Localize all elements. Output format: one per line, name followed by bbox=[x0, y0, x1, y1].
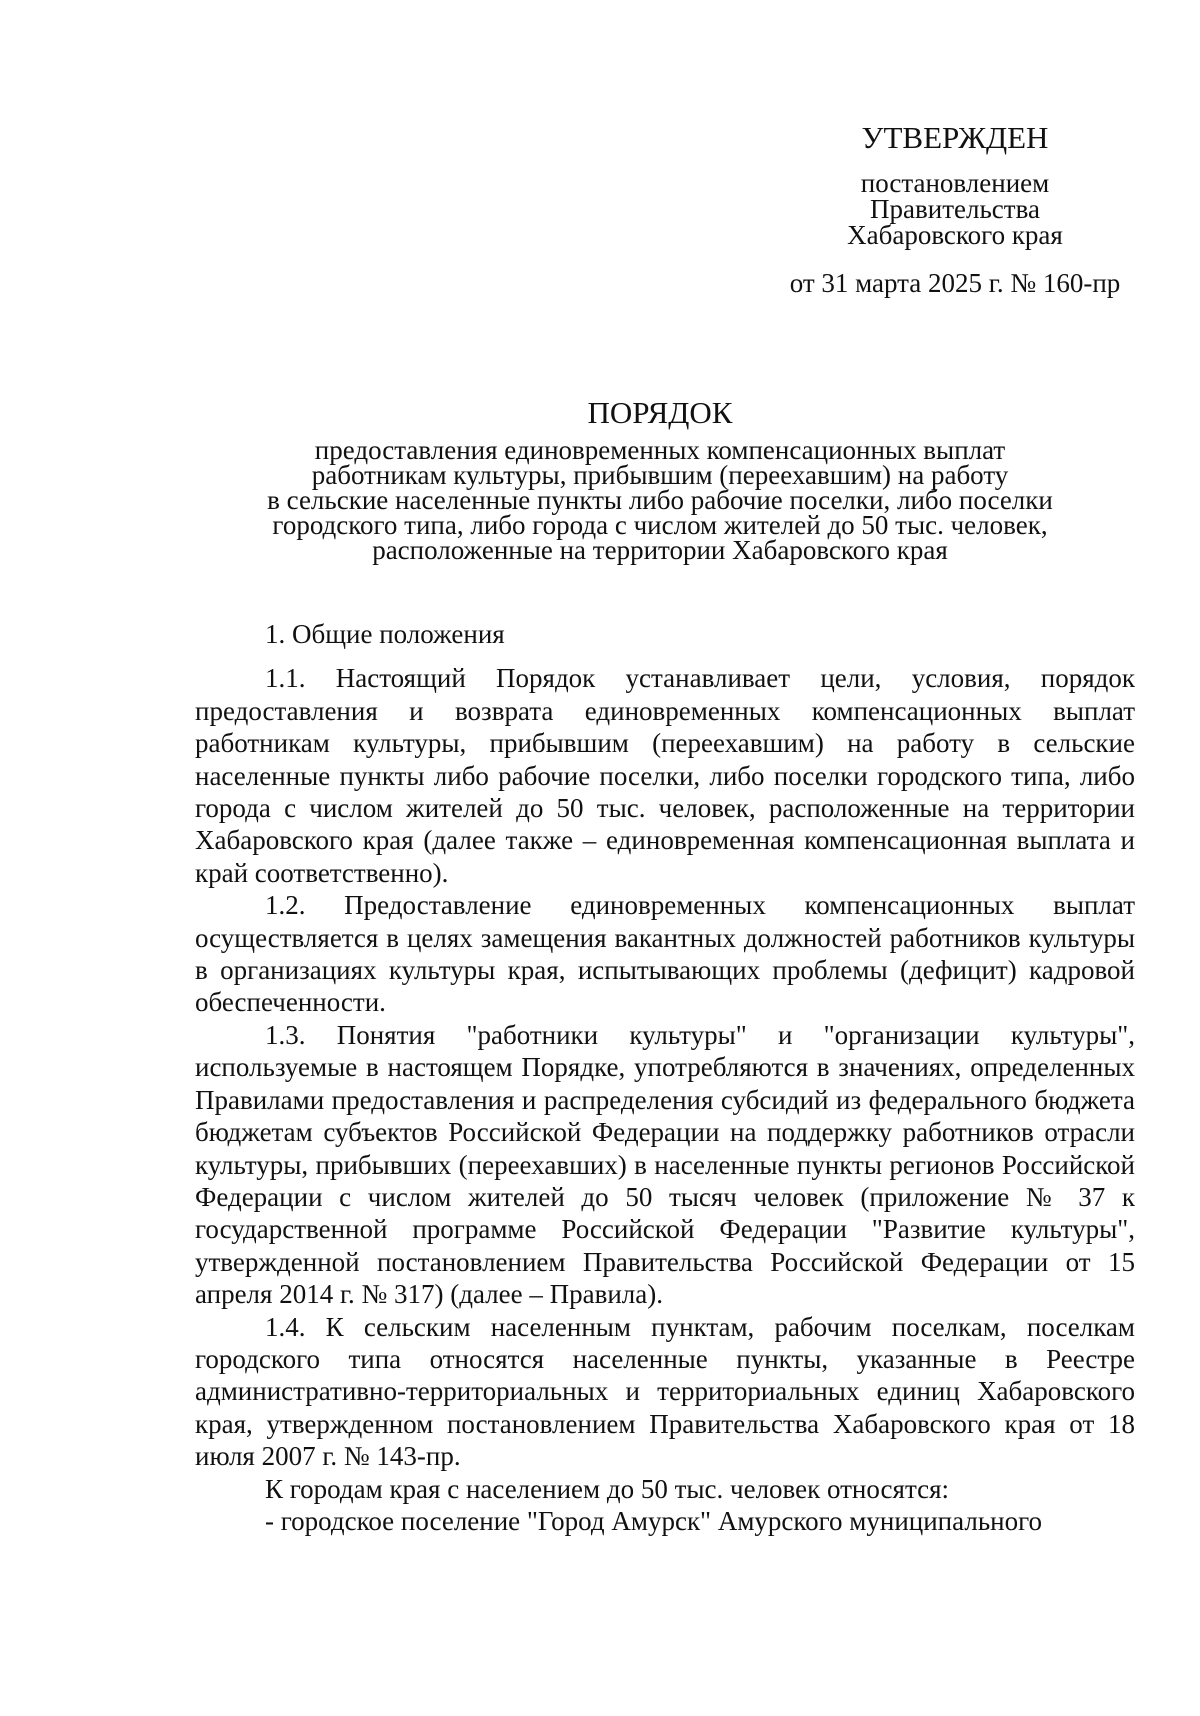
paragraph-cities-intro: К городам края с населением до 50 тыс. человек относятся: bbox=[265, 1473, 949, 1504]
subtitle-line: городского типа, либо города с числом жителей до 50 тыс. человек, bbox=[272, 510, 1048, 540]
paragraph-1-2: 1.2. Предоставление единовременных компенсационных выплат осуществляется в целях замещения вакантных должностей работников культуры в организациях культуры края, испытывающих проблемы (дефицит) кадровой обеспеченности. bbox=[195, 890, 1135, 1018]
approval-line-1: постановлением bbox=[860, 168, 1050, 198]
approval-title: УТВЕРЖДЕН bbox=[861, 120, 1049, 155]
paragraph-1-4: 1.4. К сельским населенным пунктам, рабочим поселкам, поселкам городского типа относятся населенные пункты, указанные в Реестре административно-территориальных и территориальных единиц Хабаровского края, утвержденном постановлением Правительства Хабаровского края от 18 июля 2007 г. № 143-пр. bbox=[195, 1311, 1135, 1472]
subtitle-line: предоставления единовременных компенсационных выплат bbox=[314, 435, 1006, 465]
approval-stamp-block bbox=[740, 118, 1170, 300]
approval-line-2: Правительства bbox=[870, 194, 1040, 224]
document-body bbox=[195, 618, 1135, 1537]
approval-date: от 31 марта 2025 г. № 160-пр bbox=[789, 268, 1121, 298]
subtitle-line: работникам культуры, прибывшим (переехавшим) на работу bbox=[311, 460, 1009, 490]
approval-line-3: Хабаровского края bbox=[847, 220, 1063, 250]
paragraph-list-item: - городское поселение "Город Амурск" Амурского муниципального bbox=[265, 1505, 1042, 1536]
subtitle-line: расположенные на территории Хабаровского края bbox=[372, 535, 948, 565]
document-title: ПОРЯДОК bbox=[587, 395, 733, 430]
document-subtitle bbox=[150, 435, 1170, 565]
paragraph-1-3: 1.3. Понятия "работники культуры" и "организации культуры", используемые в настоящем Порядке, употребляются в значениях, определенных Правилами предоставления и распределения субсидий из федерального бюджета бюджетам субъектов Российской Федерации на поддержку работников отрасли культуры, прибывших (переехавших) в населенные пункты регионов Российской Федерации с числом жителей до 50 тысяч человек (приложение № 37 к государственной программе Российской Федерации "Развитие культуры", утвержденной постановлением Правительства Российской Федерации от 15 апреля 2014 г. № 317) (далее – Правила). bbox=[195, 1019, 1135, 1310]
section-heading: 1. Общие положения bbox=[265, 619, 505, 649]
paragraph-1-1: 1.1. Настоящий Порядок устанавливает цели, условия, порядок предоставления и возврата единовременных компенсационных выплат работникам культуры, прибывшим (переехавшим) на работу в сельские населенные пункты либо рабочие поселки, либо поселки городского типа, либо города с числом жителей до 50 тыс. человек, расположенные на территории Хабаровского края (далее также – единовременная компенсационная выплата и край соответственно). bbox=[195, 663, 1135, 888]
subtitle-line: в сельские населенные пункты либо рабочие поселки, либо поселки bbox=[267, 485, 1053, 515]
